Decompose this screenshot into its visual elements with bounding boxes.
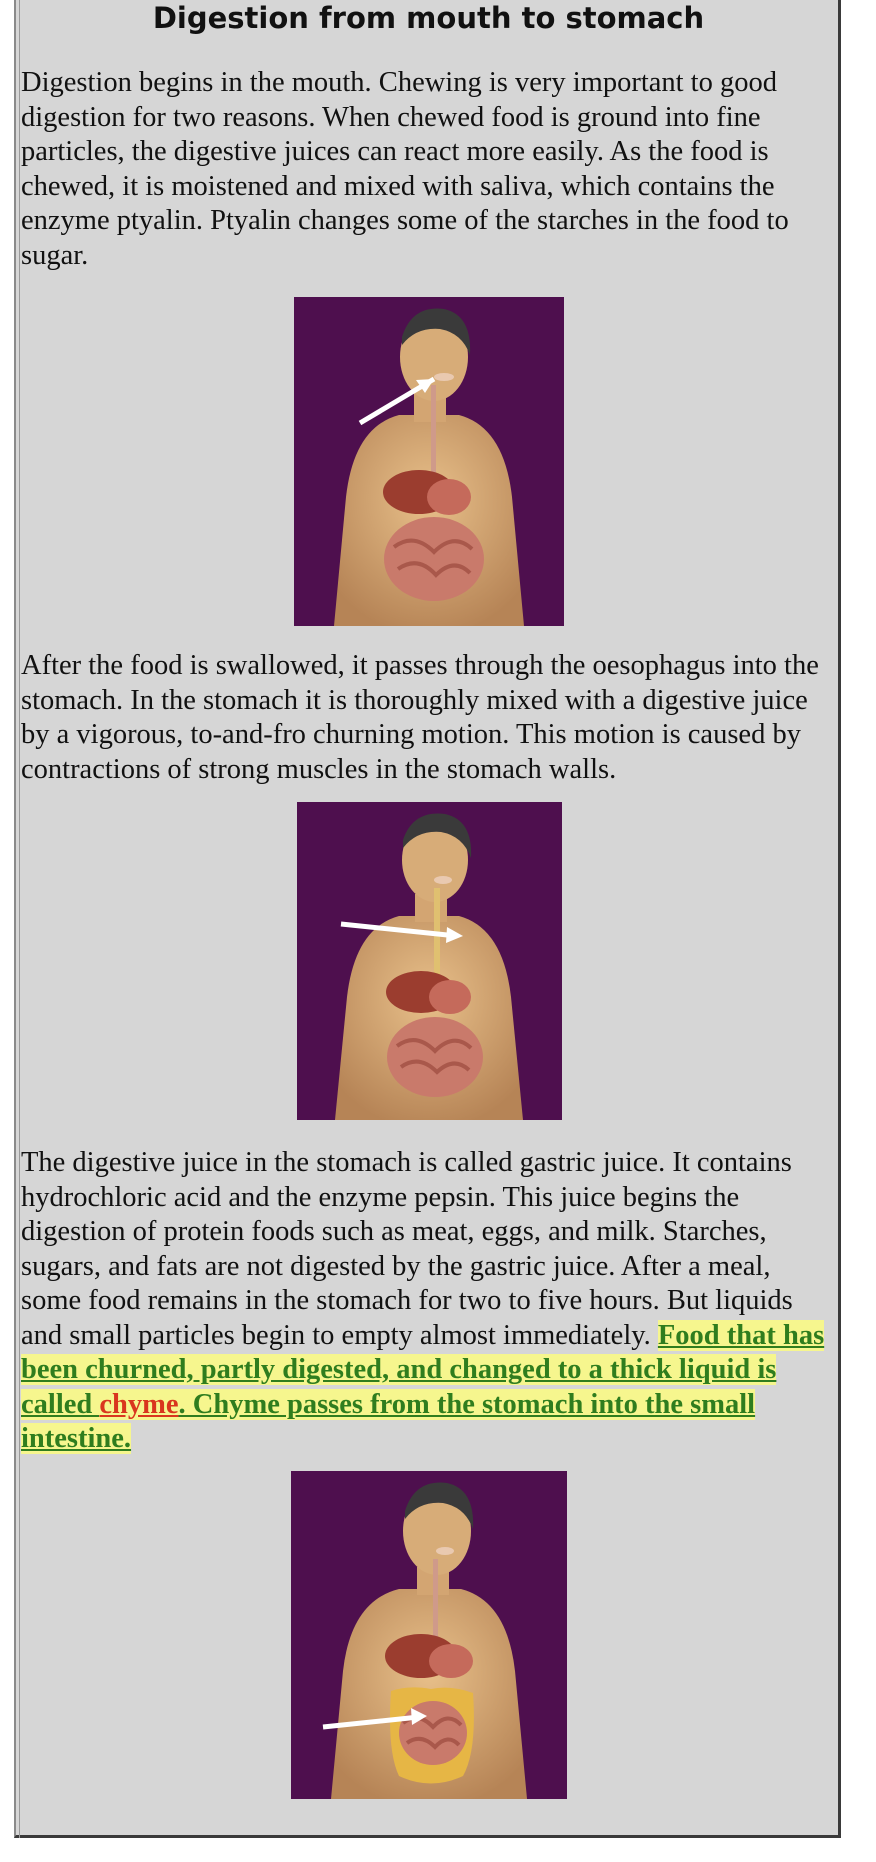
paragraph-mouth: Digestion begins in the mouth. Chewing is very important to good digestion for two reasons. When chewed food is ground into fine particles, the digestive juices can react more easily. As the food is chewed, it is moistened and mixed with saliva, which contains the enzyme ptyalin. Ptyalin changes some of the starches in the food to sugar.	[21, 67, 789, 271]
small-intestine-shape	[399, 1701, 467, 1765]
page-title: Digestion from mouth to stomach	[152, 1, 705, 35]
figure-oesophagus	[297, 802, 562, 1120]
digestive-system-illustration	[291, 1471, 567, 1799]
paragraph-stomach: After the food is swallowed, it passes through the oesophagus into the stomach. In the stomach it is thoroughly mixed with a digestive juice by a vigorous, to-and-fro churning motion. This motion is caused by contractions of strong muscles in the stomach walls.	[21, 650, 819, 785]
intestines-shape	[387, 1017, 483, 1097]
mouth-area	[436, 1547, 454, 1555]
highlighted-definition-end: . Chyme passes from the stomach into the small intestine.	[21, 1388, 756, 1454]
keyword-chyme: chyme	[99, 1388, 179, 1420]
digestive-system-illustration	[297, 802, 562, 1120]
digestive-system-illustration	[294, 297, 564, 626]
stomach-shape	[429, 980, 471, 1014]
figure-small-intestine	[291, 1471, 567, 1799]
stomach-shape	[427, 479, 471, 515]
highlighted-definition-start: Food that has been churned, partly digested, and changed to a thick liquid is called	[21, 1319, 825, 1420]
paragraph-gastric	[21, 1146, 826, 1457]
mouth-area	[434, 876, 452, 884]
oesophagus-shape	[431, 385, 436, 475]
intestines-shape	[384, 517, 484, 601]
mouth-area	[434, 373, 454, 381]
left-rule	[19, 0, 20, 1838]
figure-mouth	[294, 297, 564, 626]
stomach-shape	[429, 1644, 473, 1678]
gastric-text: The digestive juice in the stomach is called gastric juice. It contains hydrochloric acid and the enzyme pepsin. This juice begins the digestion of protein foods such as meat, eggs, and milk. Starches, sugars, and fats are not digested by the gastric juice. After a meal, some food remains in the stomach for two to five hours. But liquids and small particles begin to empty almost immediately.	[21, 1147, 793, 1351]
